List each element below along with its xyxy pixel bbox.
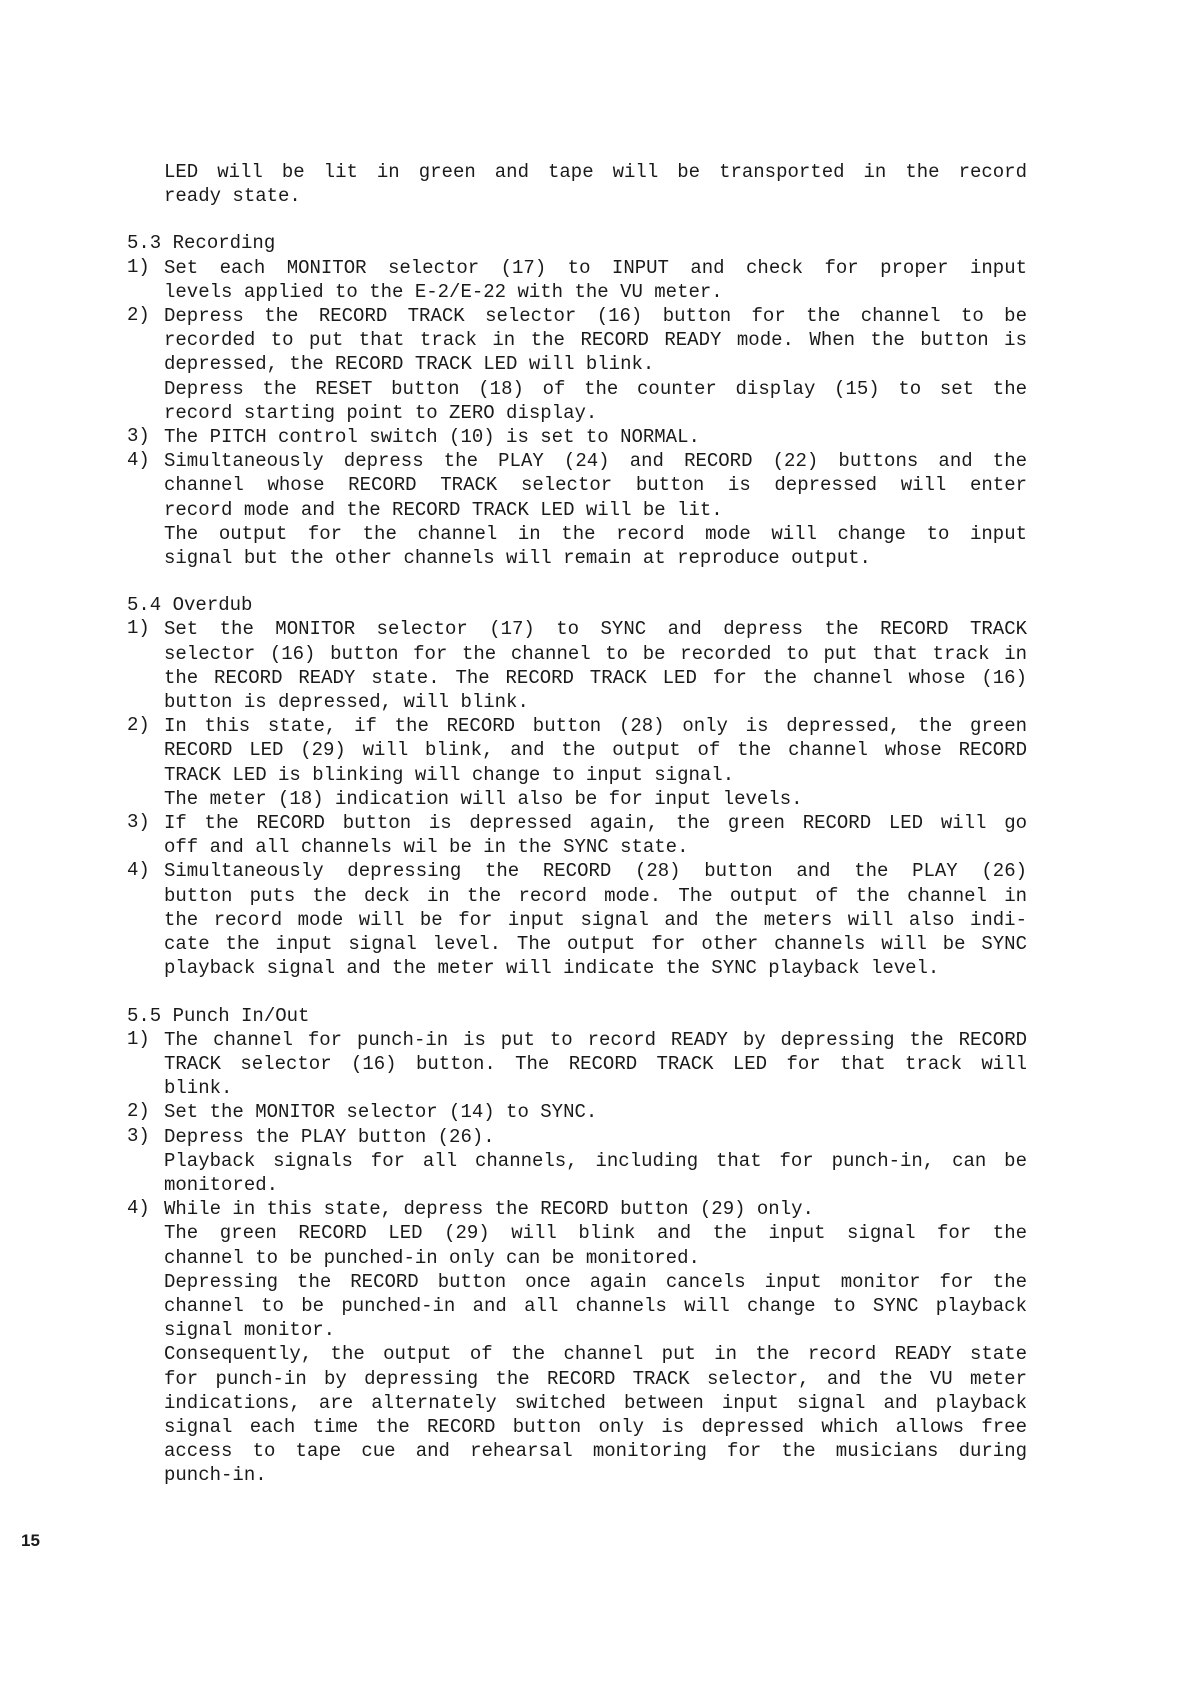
- text-line: signal each time the RECORD button only is depressed which allows free: [164, 1415, 1027, 1438]
- text-line: monitored.: [164, 1173, 279, 1196]
- text-line: depressed, the RECORD TRACK LED will blink.: [164, 353, 655, 376]
- text-line: selector (16) button for the channel to be recorded to put that track in: [164, 642, 1027, 665]
- text-line: button is depressed, will blink.: [164, 691, 529, 714]
- text-line: In this state, if the RECORD button (28) only is depressed, the green: [164, 715, 1027, 738]
- text-line: access to tape cue and rehearsal monitoring for the musicians during: [164, 1440, 1027, 1463]
- item-number: 4): [127, 449, 150, 472]
- list-item: [127, 449, 1027, 570]
- text-line: The PITCH control switch (10) is set to NORMAL.: [164, 426, 700, 449]
- item-number: 4): [127, 1197, 150, 1220]
- text-line: playback signal and the meter will indicate the SYNC playback level.: [164, 957, 940, 980]
- text-line: Set the MONITOR selector (14) to SYNC.: [164, 1101, 598, 1124]
- text-line: If the RECORD button is depressed again, the green RECORD LED will go: [164, 812, 1027, 835]
- text-line: Depress the RESET button (18) of the counter display (15) to set the: [164, 377, 1027, 400]
- text-line: the record mode will be for input signal and the meters will also indi-: [164, 908, 1027, 931]
- section-recording: [127, 231, 1027, 570]
- text-line: TRACK LED is blinking will change to input signal.: [164, 763, 735, 786]
- text-line: off and all channels wil be in the SYNC state.: [164, 836, 689, 859]
- text-line: channel to be punched-in and all channels will change to SYNC playback: [164, 1294, 1027, 1317]
- section-punch-in-out: [127, 1004, 1027, 1488]
- list-item: [127, 1100, 1027, 1124]
- text-line: Depress the RECORD TRACK selector (16) button for the channel to be: [164, 305, 1027, 328]
- text-line: the RECORD READY state. The RECORD TRACK LED for the channel whose (16): [164, 666, 1027, 689]
- list-item: [127, 859, 1027, 980]
- text-line: RECORD LED (29) will blink, and the output of the channel whose RECORD: [164, 739, 1027, 762]
- text-line: signal but the other channels will remain at reproduce output.: [164, 547, 871, 570]
- item-number: 3): [127, 425, 150, 448]
- text-line: blink.: [164, 1077, 233, 1100]
- item-number: 1): [127, 617, 150, 640]
- text-line: Set the MONITOR selector (17) to SYNC and depress the RECORD TRACK: [164, 618, 1027, 641]
- item-number: 3): [127, 811, 150, 834]
- text-line: button puts the deck in the record mode. The output of the channel in: [164, 884, 1027, 907]
- list-item: [127, 617, 1027, 714]
- section-overdub: [127, 593, 1027, 980]
- text-line: channel to be punched-in only can be monitored.: [164, 1246, 700, 1269]
- section-heading: 5.5 Punch In/Out: [127, 1004, 310, 1027]
- text-line: LED will be lit in green and tape will be transported in the record: [164, 161, 1027, 183]
- item-number: 2): [127, 1100, 150, 1123]
- text-line: ready state.: [164, 185, 301, 208]
- text-line: for punch-in by depressing the RECORD TRACK selector, and the VU meter: [164, 1367, 1027, 1390]
- text-line: channel whose RECORD TRACK selector button is depressed will enter: [164, 474, 1027, 497]
- list-item: [127, 256, 1027, 304]
- item-number: 1): [127, 255, 150, 278]
- list-item: [127, 425, 1027, 449]
- text-line: Depress the PLAY button (26).: [164, 1125, 495, 1148]
- list-item: [127, 1197, 1027, 1487]
- page-number: 15: [21, 1531, 40, 1550]
- item-number: 4): [127, 859, 150, 882]
- list-item: [127, 1125, 1027, 1198]
- text-line: Simultaneously depressing the RECORD (28) button and the PLAY (26): [164, 860, 1027, 883]
- intro-paragraph: [127, 160, 1027, 208]
- text-line: Playback signals for all channels, including that for punch-in, can be: [164, 1149, 1027, 1172]
- text-line: recorded to put that track in the RECORD READY mode. When the button is: [164, 329, 1027, 352]
- text-line: Depressing the RECORD button once again cancels input monitor for the: [164, 1270, 1027, 1293]
- item-number: 2): [127, 714, 150, 737]
- text-line: Simultaneously depress the PLAY (24) and RECORD (22) buttons and the: [164, 450, 1027, 473]
- page-content: [127, 160, 1027, 1488]
- list-item: [127, 811, 1027, 859]
- text-line: levels applied to the E-2/E-22 with the VU meter.: [164, 280, 723, 303]
- list-item: [127, 304, 1027, 425]
- text-line: The meter (18) indication will also be for input levels.: [164, 787, 803, 810]
- text-line: indications, are alternately switched between input signal and playback: [164, 1391, 1027, 1414]
- text-line: The green RECORD LED (29) will blink and the input signal for the: [164, 1222, 1027, 1245]
- item-number: 1): [127, 1027, 150, 1050]
- list-item: [127, 1028, 1027, 1101]
- section-heading: 5.3 Recording: [127, 232, 276, 255]
- text-line: The channel for punch-in is put to record READY by depressing the RECORD: [164, 1028, 1027, 1051]
- text-line: Consequently, the output of the channel put in the record READY state: [164, 1343, 1027, 1366]
- text-line: signal monitor.: [164, 1319, 336, 1342]
- item-number: 2): [127, 304, 150, 327]
- item-number: 3): [127, 1124, 150, 1147]
- section-heading: 5.4 Overdub: [127, 594, 253, 617]
- text-line: record starting point to ZERO display.: [164, 401, 598, 424]
- text-line: The output for the channel in the record mode will change to input: [164, 522, 1027, 545]
- text-line: cate the input signal level. The output for other channels will be SYNC: [164, 933, 1027, 956]
- text-line: TRACK selector (16) button. The RECORD TRACK LED for that track will: [164, 1052, 1027, 1075]
- text-line: While in this state, depress the RECORD button (29) only.: [164, 1198, 814, 1221]
- text-line: record mode and the RECORD TRACK LED will be lit.: [164, 498, 723, 521]
- text-line: Set each MONITOR selector (17) to INPUT and check for proper input: [164, 256, 1027, 279]
- text-line: punch-in.: [164, 1464, 267, 1487]
- list-item: [127, 714, 1027, 811]
